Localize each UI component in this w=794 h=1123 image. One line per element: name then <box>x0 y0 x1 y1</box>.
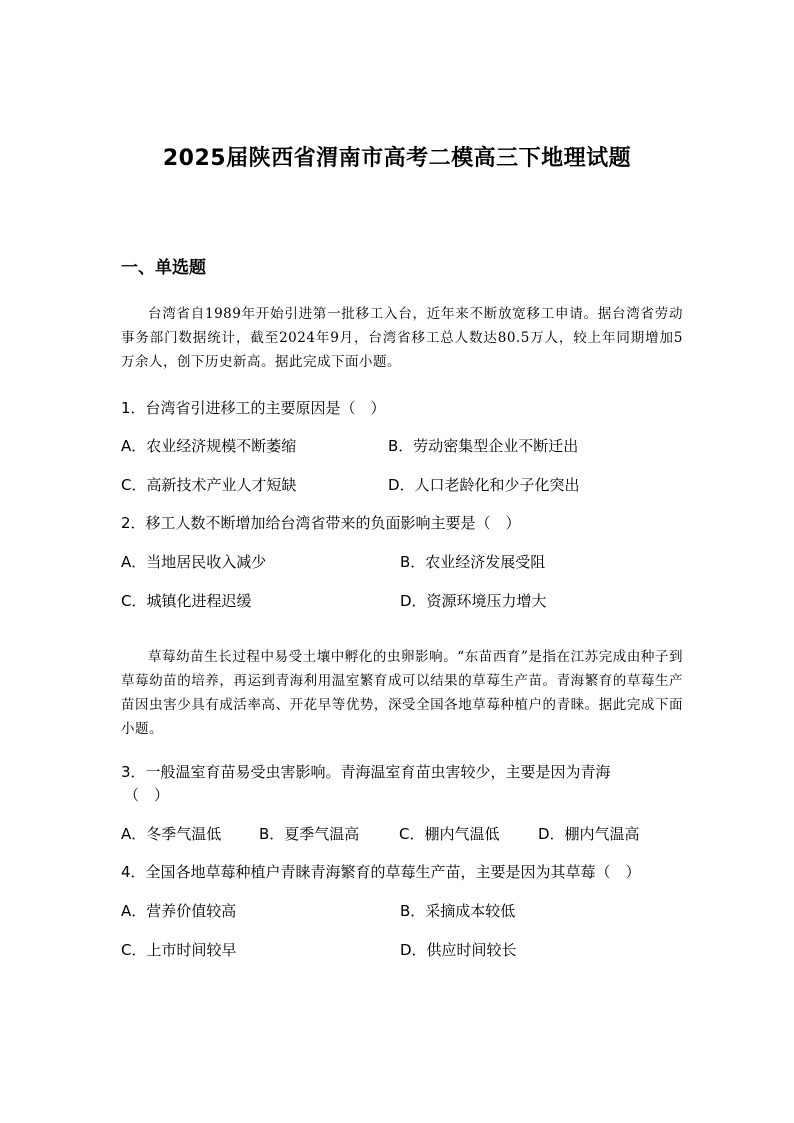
question-3-option-d: D．棚内气温高 <box>538 825 640 843</box>
question-3-stem-line-2: （ ） <box>124 786 170 804</box>
question-4-option-d: D．供应时间较长 <box>400 941 517 959</box>
question-4-option-c: C．上市时间较早 <box>121 941 237 959</box>
question-2-option-a: A．当地居民收入减少 <box>121 553 267 571</box>
question-1-option-a: A．农业经济规模不断萎缩 <box>121 437 297 455</box>
question-3-option-b: B．夏季气温高 <box>259 825 360 843</box>
page-title: 2025届陕西省渭南市高考二模高三下地理试题 <box>162 146 632 171</box>
question-2-stem: 2．移工人数不断增加给台湾省带来的负面影响主要是（ ） <box>121 514 521 532</box>
question-4-option-a: A．营养价值较高 <box>121 902 237 920</box>
reading-passage-1: 台湾省自1989年开始引进第一批移工入台，近年来不断放宽移工申请。据台湾省劳动事务部门数据统计，截至2024年9月，台湾省移工总人数达80.5万人，较上年同期增加5万余人，创下历史新高。据此完成下面小题。 <box>121 306 683 370</box>
question-3-option-a: A．冬季气温低 <box>121 825 222 843</box>
question-1-option-d: D．人口老龄化和少子化突出 <box>388 476 580 494</box>
question-2-option-d: D．资源环境压力增大 <box>400 592 547 610</box>
section-heading: 一、单选题 <box>121 258 206 278</box>
question-1-option-c: C．高新技术产业人才短缺 <box>121 476 297 494</box>
question-1-option-b: B．劳动密集型企业不断迁出 <box>388 437 579 455</box>
question-4-stem: 4．全国各地草莓种植户青睐青海繁育的草莓生产苗，主要是因为其草莓（ ） <box>121 863 641 881</box>
question-3-stem-line-1: 3．一般温室育苗易受虫害影响。青海温室育苗虫害较少，主要是因为青海 <box>121 763 611 781</box>
reading-passage-2: 草莓幼苗生长过程中易受土壤中孵化的虫卵影响。“东苗西育”是指在江苏完成由种子到草莓幼苗的培养，再运到青海利用温室繁育成可以结果的草莓生产苗。青海繁育的草莓生产苗因虫害少具有成活率高、开花早等优势，深受全国各地草莓种植户的青睐。据此完成下面小题。 <box>121 649 683 737</box>
question-4-option-b: B．采摘成本较低 <box>400 902 516 920</box>
question-3-option-c: C．棚内气温低 <box>399 825 500 843</box>
question-1-stem: 1．台湾省引进移工的主要原因是（ ） <box>121 399 386 417</box>
question-2-option-c: C．城镇化进程迟缓 <box>121 592 252 610</box>
question-2-option-b: B．农业经济发展受阻 <box>400 553 546 571</box>
